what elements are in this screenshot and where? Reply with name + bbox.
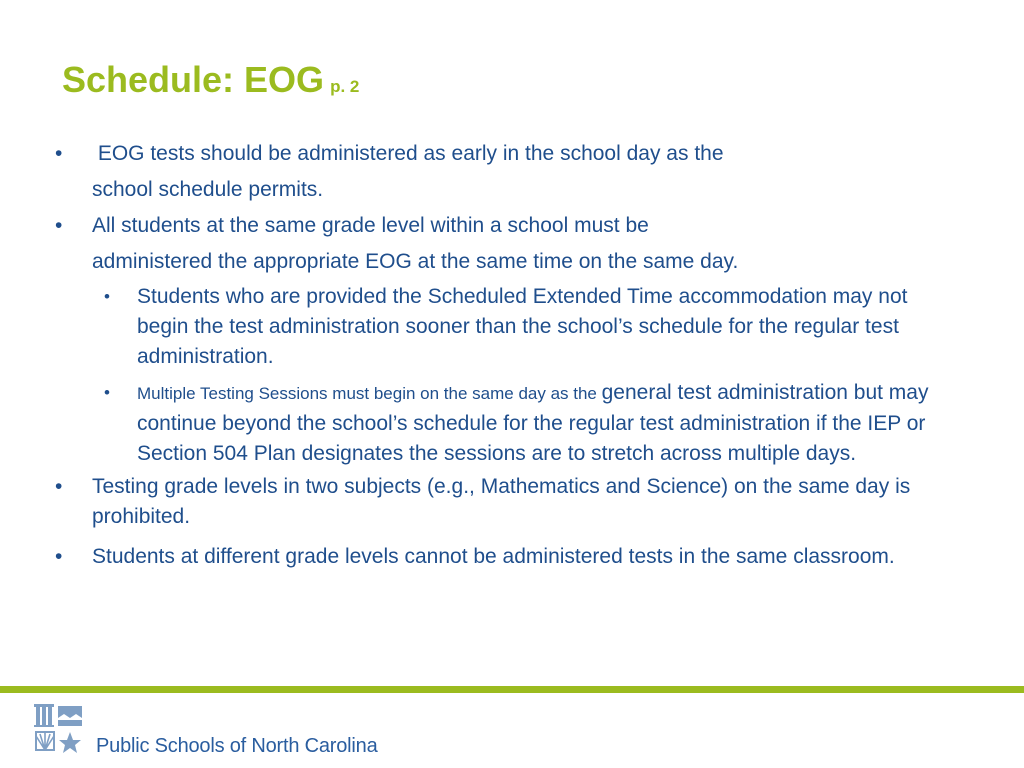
bullet-marker: • xyxy=(55,142,63,165)
bullet-text-line: school schedule permits. xyxy=(92,178,324,201)
bullet-item-two-subjects-prohibited xyxy=(55,472,962,532)
bullet-marker: • xyxy=(104,287,110,306)
bullet-item-early-administration xyxy=(55,136,962,208)
slide-title-text: Schedule: EOG xyxy=(62,59,325,100)
bullet-marker: • xyxy=(55,475,63,498)
bullet-marker: • xyxy=(104,383,110,402)
bullet-marker: • xyxy=(55,214,63,237)
bullet-text-line: administered the appropriate EOG at the same time on the same day. xyxy=(92,250,739,273)
slide-title-page-ref: p. 2 xyxy=(330,77,360,96)
bullet-text: Students who are provided the Scheduled Extended Time accommodation may not begin the test administration sooner than the school’s schedule for the regular test administration. xyxy=(137,285,908,368)
slide-title xyxy=(62,58,359,101)
footer-divider xyxy=(0,686,1024,693)
bullet-text: Testing grade levels in two subjects (e.g., Mathematics and Science) on the same day is prohibited. xyxy=(92,475,911,528)
sub-bullet-item-extended-time xyxy=(104,282,957,372)
sub-bullet-item-multiple-sessions xyxy=(104,378,957,469)
bullet-item-different-grades-classroom xyxy=(55,542,962,572)
bullet-text: Students at different grade levels cannot be administered tests in the same classroom. xyxy=(92,545,895,568)
bullet-text-small-run: Multiple Testing Sessions must begin on the same day as the xyxy=(137,384,602,403)
bullet-list xyxy=(0,136,1024,572)
nc-public-schools-logo-icon xyxy=(32,702,90,760)
bullet-item-same-grade-same-time xyxy=(55,208,962,280)
bullet-text-line: EOG tests should be administered as early in the school day as the xyxy=(92,142,724,165)
bullet-text: general test administration but may continue beyond the school’s schedule for the regular test administration if the IEP or Section 504 Plan designates the sessions are to stretch across multiple days. xyxy=(137,381,929,465)
bullet-text-line: All students at the same grade level within a school must be xyxy=(92,214,649,237)
footer-organization-name: Public Schools of North Carolina xyxy=(96,735,378,757)
bullet-marker: • xyxy=(55,545,63,568)
